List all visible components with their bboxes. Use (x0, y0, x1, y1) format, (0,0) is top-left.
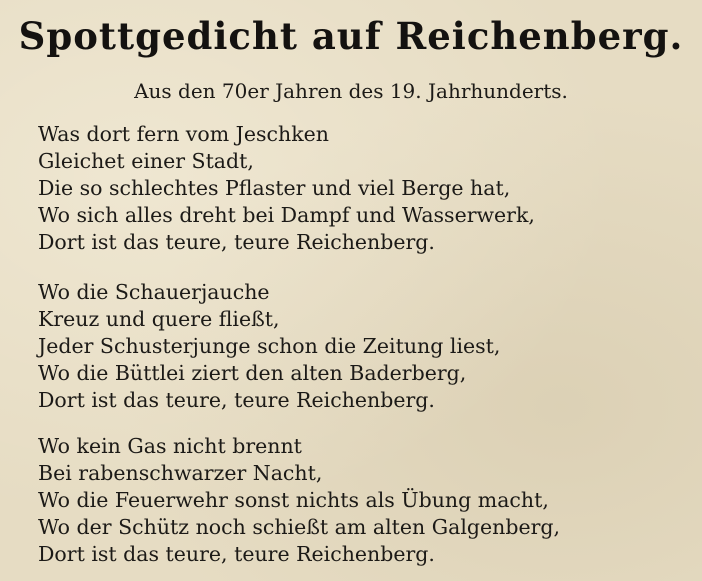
stanza (38, 433, 678, 568)
verse-line: Die so schlechtes Pflaster und viel Berge hat, (38, 176, 511, 200)
stanza (38, 121, 678, 256)
verse-line: Wo der Schütz noch schießt am alten Galgenberg, (38, 515, 561, 539)
poem-subtitle: Aus den 70er Jahren des 19. Jahrhunderts. (134, 79, 568, 103)
stanza (38, 279, 678, 414)
verse-line: Dort ist das teure, teure Reichenberg. (38, 388, 435, 412)
poem-title: Spottgedicht auf Reichenberg. (18, 14, 684, 58)
verse-line: Dort ist das teure, teure Reichenberg. (38, 230, 435, 254)
verse-line: Wo die Feuerwehr sonst nichts als Übung macht, (38, 488, 549, 512)
verse-line: Wo sich alles dreht bei Dampf und Wasserwerk, (38, 203, 535, 227)
verse-line: Wo die Schauerjauche (38, 280, 270, 304)
verse-line: Kreuz und quere fließt, (38, 307, 280, 331)
verse-line: Wo kein Gas nicht brennt (38, 434, 302, 458)
verse-line: Was dort fern vom Jeschken (38, 122, 329, 146)
verse-line: Jeder Schusterjunge schon die Zeitung liest, (38, 334, 501, 358)
verse-line: Dort ist das teure, teure Reichenberg. (38, 542, 435, 566)
verse-line: Gleichet einer Stadt, (38, 149, 254, 173)
verse-line: Bei rabenschwarzer Nacht, (38, 461, 323, 485)
verse-line: Wo die Büttlei ziert den alten Baderberg, (38, 361, 467, 385)
